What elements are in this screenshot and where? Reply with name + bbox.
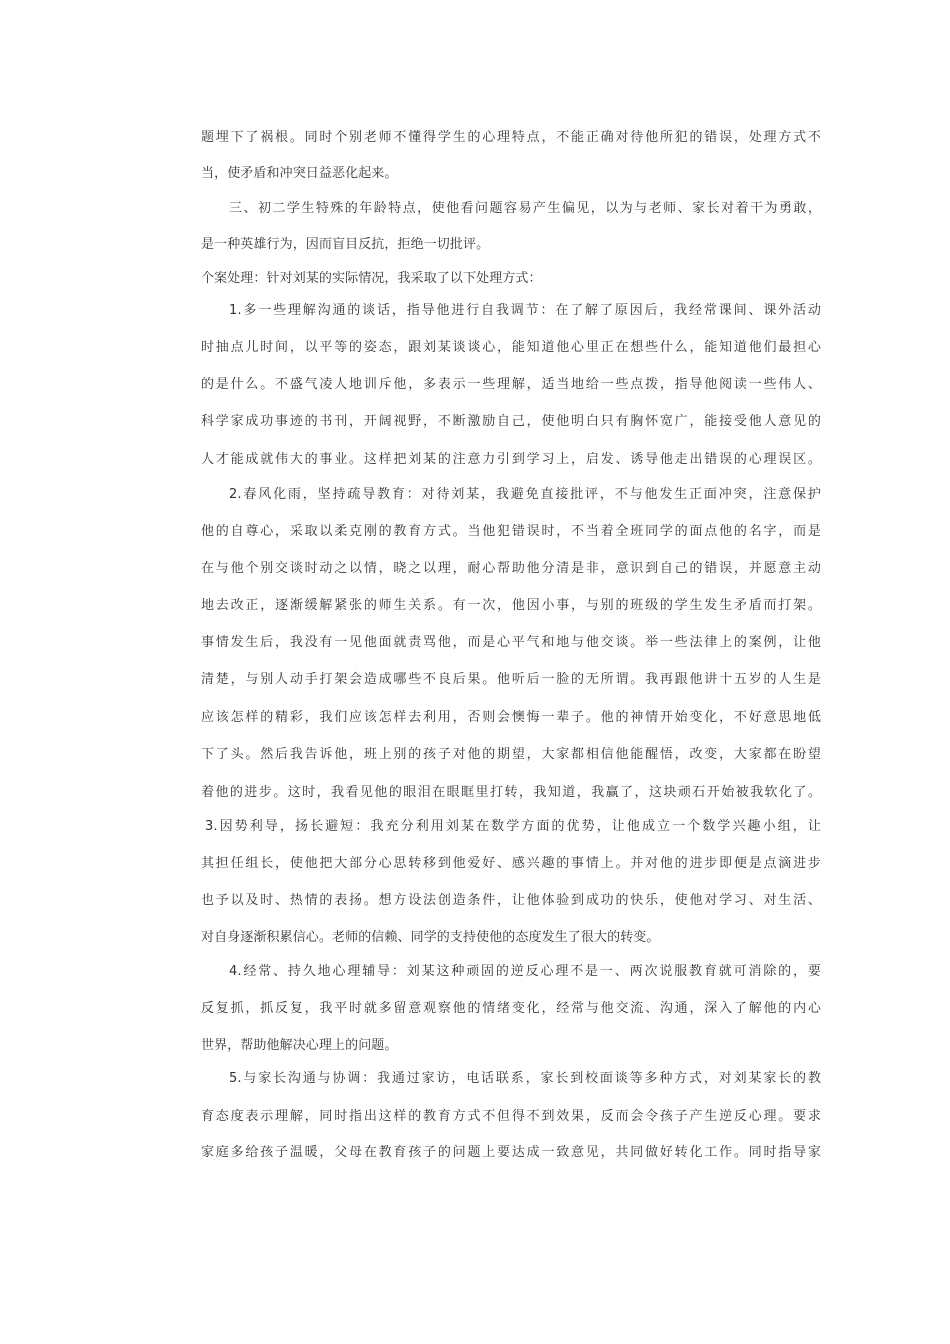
text-line: 4.经常、持久地心理辅导：刘某这种顽固的逆反心理不是一、两次说服教育就可消除的，要	[229, 964, 821, 979]
text-line: 他的自尊心，采取以柔克刚的教育方式。当他犯错误时，不当着全班同学的面点他的名字，而是	[201, 524, 821, 539]
text-line: 当，使矛盾和冲突日益恶化起来。	[201, 166, 398, 181]
text-line: 也予以及时、热情的表扬。想方设法创造条件，让他体验到成功的快乐，使他对学习、对生活、	[201, 893, 821, 908]
text-line: 其担任组长，使他把大部分心思转移到他爱好、感兴趣的事情上。并对他的进步即便是点滴进步	[201, 856, 821, 871]
text-line: 应该怎样的精彩，我们应该怎样去利用，否则会懊悔一辈子。他的神情开始变化，不好意思地低	[201, 710, 821, 725]
text-line: 世界，帮助他解决心理上的问题。	[201, 1038, 398, 1053]
text-line: 2.春风化雨，坚持疏导教育：对待刘某，我避免直接批评，不与他发生正面冲突，注意保护	[229, 487, 821, 502]
text-line: 地去改正，逐渐缓解紧张的师生关系。有一次，他因小事，与别的班级的学生发生矛盾而打架。	[201, 598, 821, 613]
text-line: 清楚，与别人动手打架会造成哪些不良后果。他听后一脸的无所谓。我再跟他讲十五岁的人生是	[201, 672, 821, 687]
section-heading: 个案处理：针对刘某的实际情况，我采取了以下处理方式：	[201, 271, 542, 286]
text-line: 时抽点儿时间，以平等的姿态，跟刘某谈谈心，能知道他心里正在想些什么，能知道他们最担心	[201, 340, 821, 355]
text-line: 育态度表示理解，同时指出这样的教育方式不但得不到效果，反而会令孩子产生逆反心理。要求	[201, 1109, 821, 1124]
text-line: 三、初二学生特殊的年龄特点，使他看问题容易产生偏见，以为与老师、家长对着干为勇敢，	[229, 201, 821, 216]
text-line: 5.与家长沟通与协调：我通过家访，电话联系，家长到校面谈等多种方式，对刘某家长的教	[229, 1071, 821, 1086]
text-line: 家庭多给孩子温暖，父母在教育孩子的问题上要达成一致意见，共同做好转化工作。同时指导家	[201, 1145, 821, 1160]
text-line: 科学家成功事迹的书刊，开阔视野，不断激励自己，使他明白只有胸怀宽广，能接受他人意见的	[201, 414, 821, 429]
text-line: 下了头。然后我告诉他，班上别的孩子对他的期望，大家都相信他能醒悟，改变，大家都在盼望	[201, 747, 821, 762]
text-line: 对自身逐渐积累信心。老师的信赖、同学的支持使他的态度发生了很大的转变。	[201, 930, 660, 945]
text-line: 在与他个别交谈时动之以情，晓之以理，耐心帮助他分清是非，意识到自己的错误，并愿意主动	[201, 561, 821, 576]
text-line: 是一种英雄行为，因而盲目反抗，拒绝一切批评。	[201, 237, 490, 252]
text-line: 题埋下了祸根。同时个别老师不懂得学生的心理特点，不能正确对待他所犯的错误，处理方式不	[201, 130, 821, 145]
text-line: 着他的进步。这时，我看见他的眼泪在眼眶里打转，我知道，我赢了，这块顽石开始被我软化了。	[201, 785, 821, 800]
text-line: 事情发生后，我没有一见他面就责骂他，而是心平气和地与他交谈。举一些法律上的案例，让他	[201, 635, 821, 650]
text-line: 反复抓，抓反复，我平时就多留意观察他的情绪变化，经常与他交流、沟通，深入了解他的内心	[201, 1001, 821, 1016]
text-line: 3.因势利导，扬长避短：我充分利用刘某在数学方面的优势，让他成立一个数学兴趣小组，让	[205, 819, 821, 834]
text-line: 的是什么。不盛气凌人地训斥他，多表示一些理解，适当地给一些点拨，指导他阅读一些伟人、	[201, 377, 821, 392]
text-line: 人才能成就伟大的事业。这样把刘某的注意力引到学习上，启发、诱导他走出错误的心理误区。	[201, 452, 821, 467]
text-line: 1.多一些理解沟通的谈话，指导他进行自我调节：在了解了原因后，我经常课间、课外活动	[229, 303, 821, 318]
